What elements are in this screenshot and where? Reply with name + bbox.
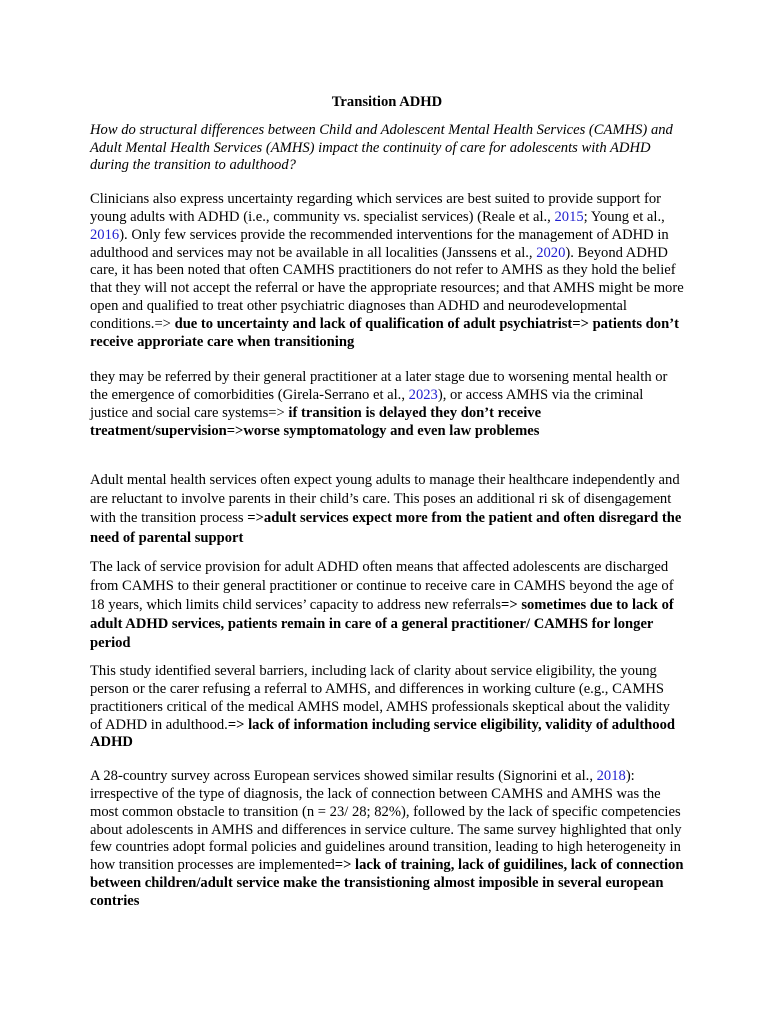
annotation-note: if transition is delayed they don’t receive treatment/supervision=>worse symptomatology and even law problemes: [90, 404, 542, 439]
paragraph-text: Clinicians also express uncertainty regarding which services are best suited to provide support for young adults with ADHD (i.e., community vs. specialist services) (Reale et al.,: [90, 191, 662, 225]
paragraph-text: ; Young et al.,: [583, 208, 665, 225]
annotation-note: => lack of training, lack of guidilines, lack of connection between children/adult service make the transistioning almost imposible in several european contries: [90, 857, 684, 909]
citation-link[interactable]: 2020: [536, 244, 566, 261]
document-title: Transition ADHD: [331, 94, 443, 110]
paragraph-text: This study identified several barriers, including lack of clarity about service eligibility, the young person or the carer refusing a referral to AMHS, and differences in working culture (e.g., CAMHS practitioners critical of the medical AMHS model, AMHS professionals skeptical about the validity of ADHD in adulthood.: [90, 663, 670, 733]
annotation-note: =>adult services expect more from the patient and often disregard the need of parental support: [90, 510, 682, 546]
paragraph-text: The lack of service provision for adult ADHD often means that affected adolescents are discharged from CAMHS to their general practitioner or continue to receive care in CAMHS beyond the age of 18 years, which limits child services’ capacity to address new referrals: [90, 559, 674, 614]
document-body: [90, 94, 684, 911]
citation-link[interactable]: 2016: [90, 226, 120, 243]
citation-link[interactable]: 2023: [408, 387, 438, 404]
paragraph-service-provision: [90, 558, 684, 653]
annotation-note: => lack of information including service eligibility, validity of adulthood ADHD: [90, 716, 676, 751]
paragraph-text: ). Only few services provide the recommended interventions for the management of ADHD in adulthood and services may not be available in all localities (Janssens et al.,: [90, 226, 669, 261]
paragraph-text: they may be referred by their general practitioner at a later stage due to worsening mental health or the emergence of comorbidities (Girela-Serrano et al.,: [90, 369, 668, 404]
annotation-note: => sometimes due to lack of adult ADHD services, patients remain in care of a general practitioner/ CAMHS for longer period: [90, 597, 674, 652]
paragraph-european-survey: [90, 768, 684, 910]
paragraph-barriers: [90, 663, 684, 752]
paragraph-text: ): irrespective of the type of diagnosis, the lack of connection between CAMHS and AMHS was the most common obstacle to transition (n = 23/ 28; 82%), followed by the lack of specific competencies about adolescents in AMHS and differences in service culture. The same survey highlighted that only few countries adopt formal policies and guidelines around transition, leading to high heterogeneity in how transition processes are implemented: [90, 768, 682, 874]
paragraph-text: ). Beyond ADHD care, it has been noted that often CAMHS practitioners do not refer to AMHS as they hold the belief that they will not accept the referral or have the appropriate resources; and that AMHS might be more open and qualified to treat other psychiatric diagnoses than ADHD and neurodevelopmental conditions.=>: [90, 244, 684, 332]
paragraph-clinician-uncertainty: [90, 191, 684, 351]
paragraph-adult-expectations: [90, 471, 684, 549]
paragraph-text: ), or access AMHS via the criminal justice and social care systems=>: [90, 387, 644, 421]
paragraph-text: Adult mental health services often expect young adults to manage their healthcare independently and are reluctant to involve parents in their child’s care. This poses an additional ri sk of disengagement with the transition process: [90, 471, 680, 527]
citation-link[interactable]: 2018: [596, 768, 626, 785]
research-question: How do structural differences between Child and Adolescent Mental Health Services (CAMHS) and Adult Mental Health Services (AMHS) impact the continuity of care for adolescents with ADHD during the transition to adulthood?: [90, 121, 673, 174]
citation-link[interactable]: 2015: [554, 208, 584, 225]
paragraph-delayed-referral: [90, 369, 684, 440]
paragraph-text: A 28-country survey across European services showed similar results (Signorini et al.,: [90, 768, 597, 785]
annotation-note: due to uncertainty and lack of qualification of adult psychiatrist=> patients don’t receive approriate care when transitioning: [90, 315, 679, 350]
